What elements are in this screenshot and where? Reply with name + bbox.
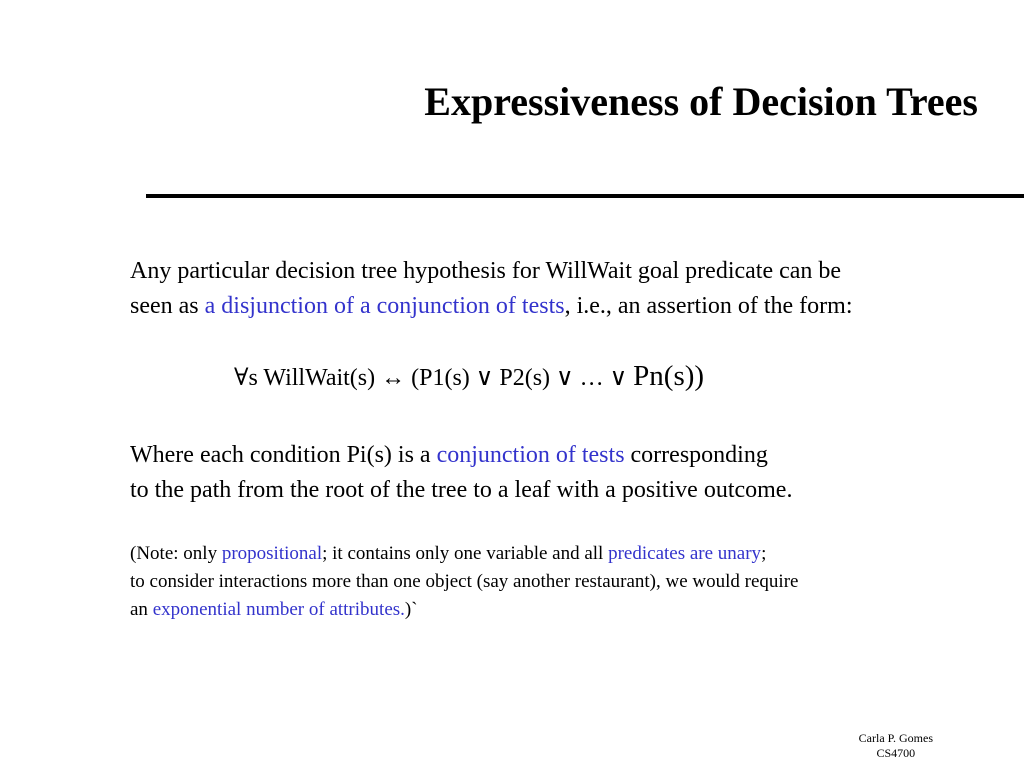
propositional-highlight: propositional bbox=[221, 543, 323, 564]
logical-formula bbox=[234, 360, 704, 393]
note-line-1-e: ; bbox=[761, 543, 767, 564]
note-line-1 bbox=[130, 540, 798, 568]
slide-title: Expressiveness of Decision Trees bbox=[424, 79, 978, 124]
title-divider bbox=[146, 194, 1024, 198]
intro-line-2-suffix: , i.e., an assertion of the form: bbox=[564, 293, 853, 319]
condition-line-1 bbox=[130, 438, 792, 473]
note-line-1-c: ; it contains only one variable and all bbox=[322, 543, 609, 564]
note-line-3-a: an bbox=[130, 599, 153, 620]
condition-line-2: to the path from the root of the tree to a leaf with a positive outcome. bbox=[130, 477, 793, 503]
footer-course: CS4700 bbox=[876, 746, 916, 760]
note-line-2: to consider interactions more than one object (say another restaurant), we would require bbox=[130, 571, 799, 592]
note-line-3-c: )` bbox=[404, 599, 418, 620]
intro-line-2-prefix: seen as bbox=[130, 293, 205, 319]
disjunction-highlight: a disjunction of a conjunction of tests bbox=[204, 293, 565, 319]
intro-paragraph bbox=[130, 254, 853, 324]
conjunction-highlight: conjunction of tests bbox=[436, 442, 625, 468]
note-line-1-a: (Note: only bbox=[130, 543, 222, 564]
intro-line-1: Any particular decision tree hypothesis for WillWait goal predicate can be bbox=[130, 258, 842, 284]
formula-main: ∀s WillWait(s) ↔ (P1(s) ∨ P2(s) ∨ … ∨ bbox=[234, 365, 634, 391]
formula-tail: Pn(s)) bbox=[633, 360, 705, 392]
condition-line-1-suffix: corresponding bbox=[624, 442, 768, 468]
slide-footer bbox=[859, 731, 933, 761]
unary-highlight: predicates are unary bbox=[608, 543, 762, 564]
note-paragraph bbox=[130, 540, 798, 624]
note-line-3 bbox=[130, 596, 798, 624]
intro-line-2 bbox=[130, 289, 853, 324]
footer-author: Carla P. Gomes bbox=[858, 731, 933, 745]
condition-line-1-prefix: Where each condition Pi(s) is a bbox=[130, 442, 437, 468]
exponential-highlight: exponential number of attributes. bbox=[152, 599, 405, 620]
condition-paragraph bbox=[130, 438, 792, 508]
